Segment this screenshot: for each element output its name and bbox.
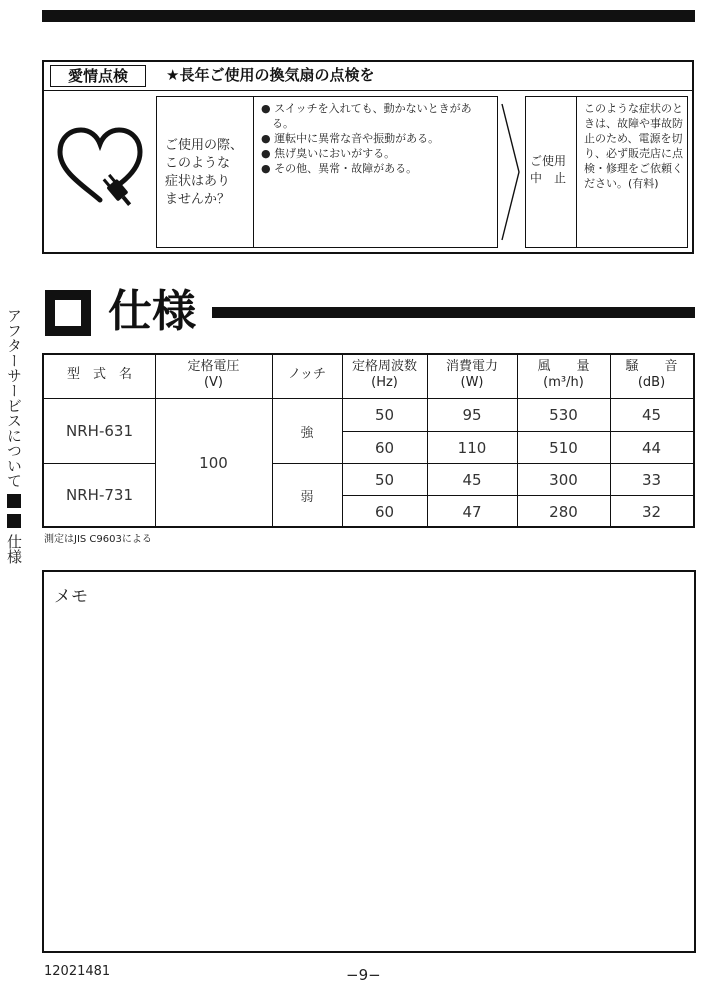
symptom-item: ● その他、異常・故障がある。 [261, 162, 418, 175]
spec-table: 型 式 名 定格電圧 (V) ノッチ 定格周波数 (Hz) 消費電力 (W) 風 量 (m³/h) 騒 音 (dB) NRH-631 NRH-731 100 強 弱 50 95 530 45 60 110 510 44 50 45 300 33 60 47 280 32 [42, 353, 695, 528]
chevron-right-icon [499, 96, 523, 248]
stop-divider [576, 97, 577, 247]
document-code: 12021481 [44, 964, 111, 979]
header-power: 消費電力 (W) [445, 359, 498, 390]
side-tab-square [7, 514, 21, 528]
table-line [44, 398, 693, 399]
section-square-icon [45, 290, 91, 336]
inspection-title: ★長年ご使用の換気扇の点検を [166, 66, 375, 84]
header-noise: 騒 音 (dB) [625, 359, 678, 390]
header-model: 型 式 名 [66, 367, 132, 382]
symptom-list [261, 101, 493, 176]
section-rule [212, 307, 695, 318]
symptom-item: ● 焦げ臭いにおいがする。 [261, 147, 396, 160]
header-voltage: 定格電圧 (V) [187, 359, 240, 390]
question-text: ご使用の際、 このような 症状はあり ませんか？ [165, 138, 244, 207]
symptom-item: ● 運転中に異常な音や振動がある。 [261, 132, 440, 145]
measurement-note: 測定はJIS C9603による [44, 534, 152, 545]
inspection-box [42, 60, 694, 254]
table-line [272, 463, 693, 464]
header-airflow: 風 量 (m³/h) [537, 359, 590, 390]
inspection-header [44, 62, 692, 91]
notch-cell: 弱 [300, 490, 314, 505]
symptom-panel [156, 96, 498, 248]
page-number: −9− [346, 966, 381, 984]
panel-divider [253, 97, 254, 247]
stop-use-text: このような症状のときは、故障や事故防止のため、電源を切り、必ず販売店に点検・修理をご依頼ください。(有料) [584, 102, 683, 190]
voltage-cell: 100 [199, 454, 228, 472]
header-freq: 定格周波数 (Hz) [351, 359, 417, 390]
symptom-item: ● スイッチを入れても、動かないときがある。 [261, 102, 472, 130]
side-tab [4, 308, 24, 564]
side-tab-after-service: アフターサービスについて [5, 308, 23, 488]
stop-use-panel [525, 96, 688, 248]
inspection-badge: 愛情点検 [50, 65, 146, 87]
memo-label: メモ [54, 587, 88, 607]
memo-box [42, 570, 696, 953]
header-notch: ノッチ [287, 367, 327, 382]
model-cell: NRH-731 [66, 486, 133, 504]
side-tab-spec: 仕様 [5, 534, 23, 564]
model-cell: NRH-631 [66, 422, 133, 440]
side-tab-square [7, 494, 21, 508]
section-title: 仕様 [108, 286, 196, 337]
top-rule [42, 10, 695, 22]
notch-cell: 強 [300, 426, 314, 441]
heart-plug-icon [54, 122, 146, 214]
stop-use-label: ご使用 中 止 [530, 154, 567, 185]
table-line [44, 463, 155, 464]
